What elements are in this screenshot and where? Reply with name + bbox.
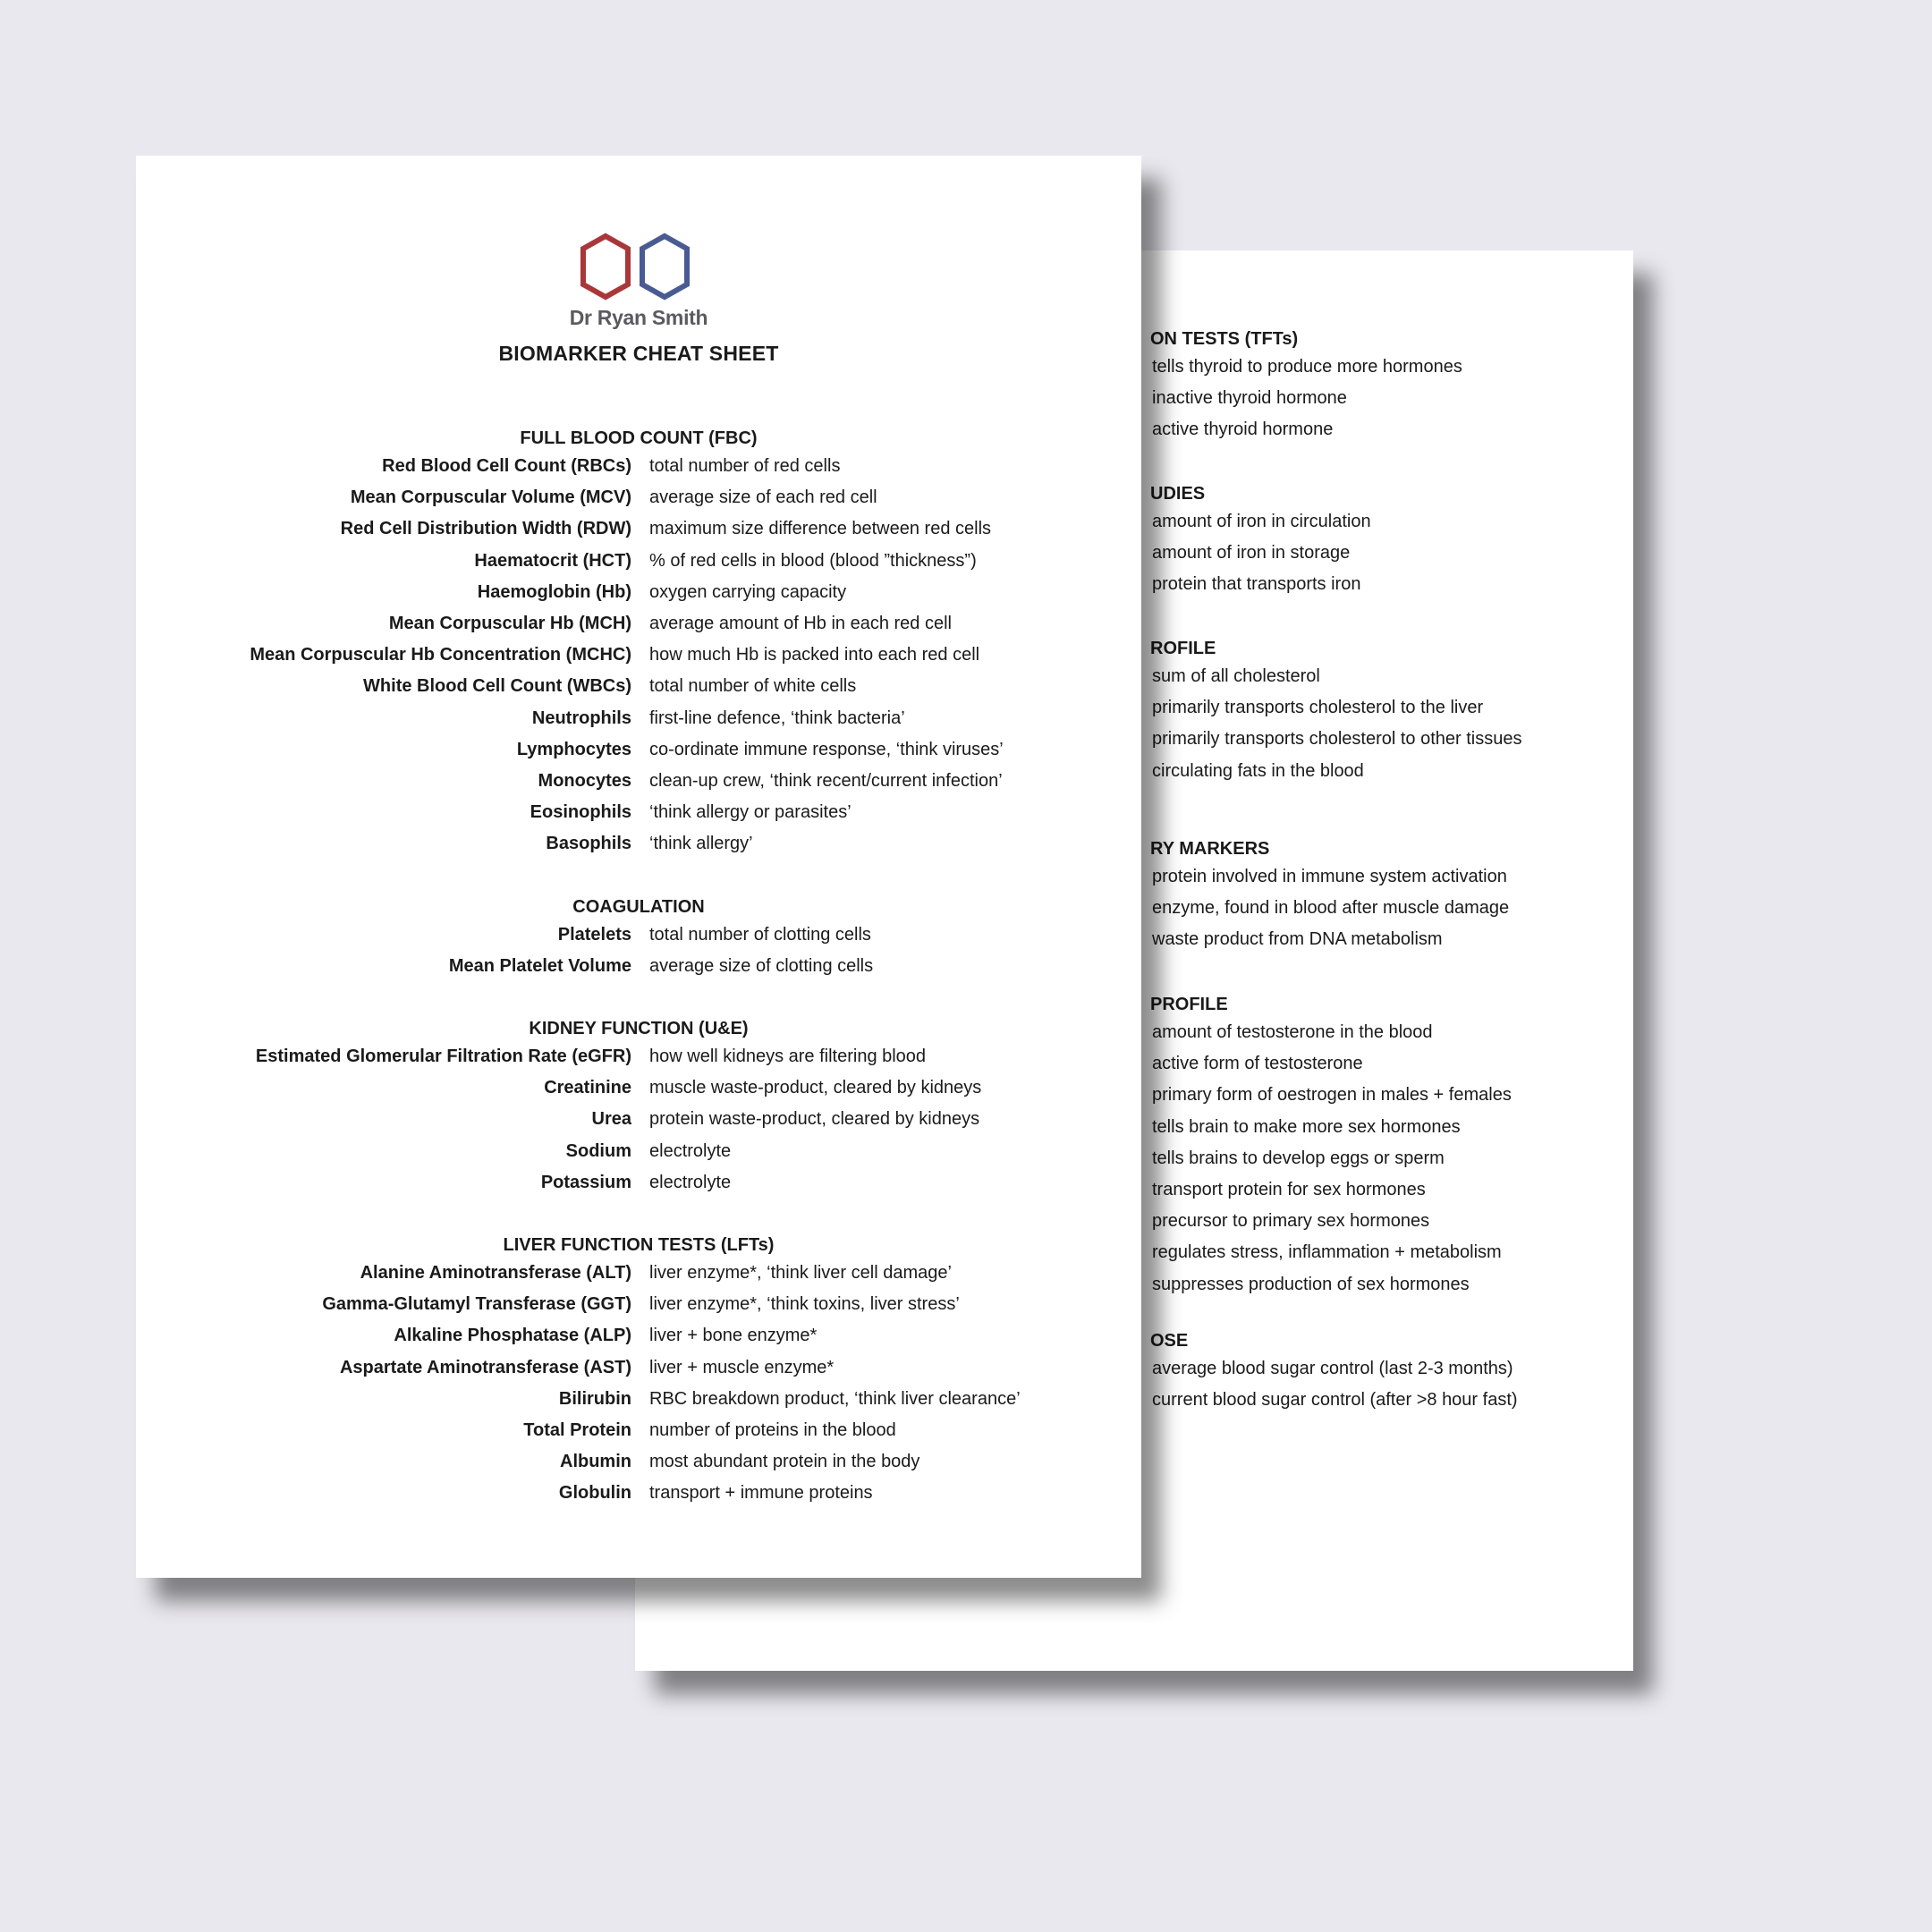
biomarker-description-text: transport protein for sex hormones [1152,1180,1426,1199]
biomarker-description-text: circulating fats in the blood [1152,760,1364,781]
biomarker-name: Haemoglobin (Hb) [477,581,631,602]
biomarker-name: Mean Platelet Volume [448,955,631,976]
biomarker-row [136,1072,1141,1104]
biomarker-row [136,1289,1141,1320]
biomarker-name: Alkaline Phosphatase (ALP) [394,1326,631,1346]
biomarker-description: protein waste-product, cleared by kidneys [649,1109,980,1130]
biomarker-row [136,1167,1141,1199]
biomarker-description-text: protein that transports iron [1152,574,1361,595]
biomarker-row [136,1041,1141,1072]
biomarker-description-text: primary form of oestrogen in males + females [1152,1085,1512,1106]
biomarker-description-text: waste product from DNA metabolism [1152,929,1443,950]
biomarker-description: clean-up crew, ‘think recent/current infection’ [649,771,1003,791]
biomarker-description-text: enzyme, found in blood after muscle damage [1152,898,1510,919]
biomarker-description-text: inactive thyroid hormone [1152,388,1347,409]
biomarker-description: how well kidneys are filtering blood [649,1046,927,1066]
front-page [136,156,1141,1578]
section-heading: UDIES [1150,484,1206,504]
biomarker-description: total number of clotting cells [649,924,871,945]
section-heading: ON TESTS (TFTs) [1150,329,1299,349]
biomarker-name: Neutrophils [531,708,631,728]
biomarker-name: Potassium [540,1172,631,1192]
biomarker-description-text: amount of iron in circulation [1152,512,1371,531]
biomarker-row [136,797,1141,828]
biomarker-description: % of red cells in blood (blood ”thickness”) [649,550,977,571]
brand-name: Dr Ryan Smith [569,306,708,329]
biomarker-description: co-ordinate immune response, ‘think viruses’ [649,739,1004,759]
biomarker-description: total number of red cells [649,456,841,476]
biomarker-name: Albumin [560,1452,631,1472]
biomarker-description: oxygen carrying capacity [649,581,847,602]
biomarker-name: Alanine Aminotransferase (ALT) [360,1263,631,1283]
biomarker-row [136,828,1141,860]
biomarker-description-text: amount of testosterone in the blood [1152,1022,1433,1042]
biomarker-description-text: tells brain to make more sex hormones [1152,1116,1461,1137]
biomarker-name: Basophils [546,834,631,854]
biomarker-description: maximum size difference between red cells [649,519,992,539]
biomarker-row [136,734,1141,766]
biomarker-description: electrolyte [649,1140,732,1161]
biomarker-name: Total Protein [523,1420,631,1440]
biomarker-description: liver enzyme*, ‘think liver cell damage’ [649,1263,952,1283]
biomarker-description-text: active form of testosterone [1152,1054,1363,1074]
hexagon-logo-icon [578,233,699,304]
biomarker-description: liver + muscle enzyme* [649,1357,835,1377]
biomarker-description-text: protein involved in immune system activation [1152,867,1507,886]
biomarker-row [136,577,1141,608]
biomarker-name: Platelets [557,924,631,945]
biomarker-name: Monocytes [538,771,631,791]
biomarker-description: transport + immune proteins [649,1483,873,1504]
biomarker-name: Mean Corpuscular Volume (MCV) [350,487,631,508]
biomarker-description: muscle waste-product, cleared by kidneys [649,1078,982,1098]
biomarker-row [136,1104,1141,1135]
biomarker-name: Bilirubin [558,1388,631,1409]
biomarker-row [136,951,1141,982]
biomarker-row [136,1446,1141,1478]
biomarker-description: liver + bone enzyme* [649,1326,818,1346]
biomarker-row [136,766,1141,797]
biomarker-row [136,1415,1141,1446]
biomarker-description-text: primarily transports cholesterol to the liver [1152,698,1484,718]
biomarker-name: Mean Corpuscular Hb (MCH) [388,614,631,633]
biomarker-description: first-line defence, ‘think bacteria’ [649,708,905,728]
biomarker-name: Urea [591,1109,631,1130]
biomarker-row [136,1136,1141,1167]
biomarker-description: most abundant protein in the body [649,1452,920,1472]
biomarker-row [136,546,1141,577]
biomarker-name: Red Cell Distribution Width (RDW) [340,519,631,539]
document-title: BIOMARKER CHEAT SHEET [498,342,779,365]
biomarker-description-text: suppresses production of sex hormones [1152,1274,1470,1294]
logo [136,233,1141,330]
biomarker-row [136,1384,1141,1415]
biomarker-description: ‘think allergy’ [649,834,753,854]
biomarker-description: average size of each red cell [649,487,877,508]
section-heading: LIVER FUNCTION TESTS (LFTs) [503,1235,775,1255]
section-heading: ROFILE [1150,639,1216,658]
biomarker-description: electrolyte [649,1172,732,1192]
biomarker-name: Lymphocytes [516,739,631,759]
biomarker-description-text: precursor to primary sex hormones [1152,1211,1430,1232]
biomarker-row [136,703,1141,734]
biomarker-name: White Blood Cell Count (WBCs) [363,676,631,697]
section-heading: KIDNEY FUNCTION (U&E) [529,1019,749,1038]
biomarker-name: Gamma-Glutamyl Transferase (GGT) [322,1294,631,1315]
biomarker-name: Mean Corpuscular Hb Concentration (MCHC) [250,645,631,665]
biomarker-row [136,608,1141,640]
biomarker-row [136,482,1141,513]
biomarker-description: total number of white cells [649,676,857,697]
biomarker-description-text: active thyroid hormone [1152,419,1334,440]
biomarker-row [136,513,1141,545]
biomarker-description-text: amount of iron in storage [1152,543,1351,564]
section-heading: FULL BLOOD COUNT (FBC) [520,428,758,448]
biomarker-description-text: tells thyroid to produce more hormones [1152,357,1462,377]
biomarker-description: number of proteins in the blood [649,1420,896,1440]
biomarker-row [136,640,1141,671]
biomarker-row [136,451,1141,482]
biomarker-description: how much Hb is packed into each red cell [649,645,980,665]
biomarker-row [136,1320,1141,1352]
biomarker-description: liver enzyme*, ‘think toxins, liver stress’ [649,1294,960,1315]
biomarker-row [136,1478,1141,1509]
biomarker-row [136,1352,1141,1384]
biomarker-description-text: sum of all cholesterol [1152,666,1320,686]
biomarker-name: Sodium [565,1140,631,1161]
biomarker-description-text: tells brains to develop eggs or sperm [1152,1148,1445,1168]
biomarker-name: Eosinophils [530,802,631,823]
biomarker-name: Globulin [558,1483,631,1504]
biomarker-row [136,671,1141,702]
biomarker-description: RBC breakdown product, ‘think liver clearance’ [649,1388,1021,1409]
biomarker-name: Haematocrit (HCT) [474,550,631,571]
biomarker-name: Estimated Glomerular Filtration Rate (eGFR) [255,1046,631,1066]
biomarker-name: Aspartate Aminotransferase (AST) [339,1357,631,1377]
biomarker-description: average size of clotting cells [649,955,874,976]
section-heading: COAGULATION [572,896,705,917]
biomarker-description: ‘think allergy or parasites’ [649,802,852,823]
biomarker-description-text: current blood sugar control (after >8 hour fast) [1152,1390,1518,1411]
biomarker-description-text: regulates stress, inflammation + metabolism [1152,1242,1502,1263]
biomarker-description-text: average blood sugar control (last 2-3 months) [1152,1359,1513,1378]
section-heading: RY MARKERS [1150,839,1270,859]
section-heading: OSE [1150,1331,1189,1351]
biomarker-name: Red Blood Cell Count (RBCs) [382,456,631,476]
section-heading: PROFILE [1150,995,1228,1014]
biomarker-name: Creatinine [544,1078,631,1098]
biomarker-row [136,1258,1141,1289]
biomarker-description: average amount of Hb in each red cell [649,614,952,633]
biomarker-description-text: primarily transports cholesterol to other tissues [1152,729,1522,750]
biomarker-row [136,919,1141,951]
